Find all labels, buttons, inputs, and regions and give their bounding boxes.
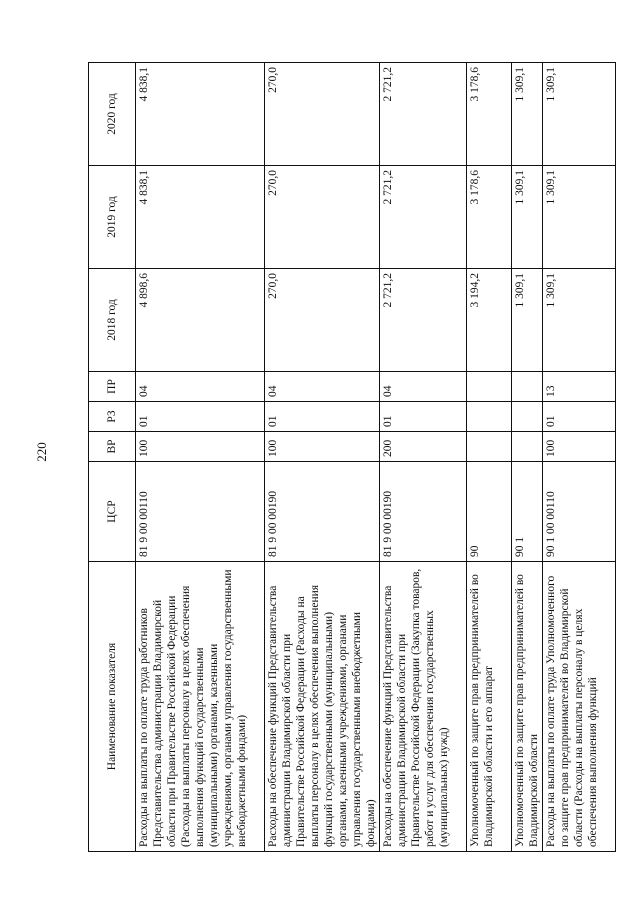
- cell-csr: 90 1 00 00110: [543, 462, 616, 562]
- header-2019: 2019 год: [89, 166, 136, 269]
- cell-csr: 81 9 00 00190: [380, 462, 467, 562]
- header-rz: РЗ: [89, 402, 136, 432]
- cell-pr: [467, 372, 512, 402]
- cell-2018: 1 309,1: [543, 269, 616, 372]
- cell-pr: 04: [380, 372, 467, 402]
- cell-name: Расходы на обеспечение функций Представительства администрации Владимирской области при Правительстве Российской Федерации (Закупка товаров, работ и услуг для обеспечения государственных (муниципальных) нужд): [380, 562, 467, 852]
- cell-pr: 04: [265, 372, 380, 402]
- header-pr: ПР: [89, 372, 136, 402]
- cell-rz: 01: [136, 402, 265, 432]
- cell-rz: 01: [543, 402, 616, 432]
- cell-vr: 100: [543, 432, 616, 462]
- cell-rz: [467, 402, 512, 432]
- cell-rz: 01: [265, 402, 380, 432]
- cell-csr: 90 1: [512, 462, 543, 562]
- cell-pr: 04: [136, 372, 265, 402]
- cell-name: Расходы на обеспечение функций Представительства администрации Владимирской области при Правительстве Российской Федерации (Расходы на выплаты персоналу в целях обеспечения выполнения функций государственными (муниципальными) органами, казенными учреждениями, органами управления государственными внебюджетными фондами): [265, 562, 380, 852]
- cell-2018: 3 194,2: [467, 269, 512, 372]
- cell-2020: 4 838,1: [136, 63, 265, 166]
- header-csr: ЦСР: [89, 462, 136, 562]
- cell-name: Уполномоченный по защите прав предпринимателей во Владимирской области и его аппарат: [467, 562, 512, 852]
- table-header-row: [89, 63, 136, 852]
- cell-name: Расходы на выплаты по оплате труда Уполномоченного по защите прав предпринимателей во Владимирской области (Расходы на выплаты персоналу в целях обеспечения выполнения функций: [543, 562, 616, 852]
- cell-name: Расходы на выплаты по оплате труда работников Представительства администрации Владимирской области при Правительстве Российской Федерации (Расходы на выплаты персоналу в целях обеспечения выполнения функций государственными (муниципальными) органами, казенными учреждениями, органами управления государственными внебюджетными фондами): [136, 562, 265, 852]
- header-2018: 2018 год: [89, 269, 136, 372]
- table-row: [136, 63, 265, 852]
- cell-vr: [467, 432, 512, 462]
- cell-csr: 81 9 00 00190: [265, 462, 380, 562]
- table-row: [380, 63, 467, 852]
- cell-2020: 3 178,6: [467, 63, 512, 166]
- cell-2019: 3 178,6: [467, 166, 512, 269]
- budget-table: [88, 62, 616, 852]
- cell-vr: 100: [136, 432, 265, 462]
- budget-table-rotated: [88, 62, 612, 852]
- table-row: [467, 63, 512, 852]
- cell-2020: 2 721,2: [380, 63, 467, 166]
- cell-csr: 90: [467, 462, 512, 562]
- cell-2018: 4 898,6: [136, 269, 265, 372]
- cell-pr: [512, 372, 543, 402]
- page-number: 220: [34, 442, 49, 462]
- cell-2019: 270,0: [265, 166, 380, 269]
- cell-rz: [512, 402, 543, 432]
- cell-vr: [512, 432, 543, 462]
- table-row: [543, 63, 616, 852]
- cell-2020: 1 309,1: [543, 63, 616, 166]
- cell-rz: 01: [380, 402, 467, 432]
- cell-2020: 270,0: [265, 63, 380, 166]
- cell-vr: 100: [265, 432, 380, 462]
- cell-2019: 1 309,1: [543, 166, 616, 269]
- table-row: [512, 63, 543, 852]
- cell-pr: 13: [543, 372, 616, 402]
- cell-2020: 1 309,1: [512, 63, 543, 166]
- cell-2018: 1 309,1: [512, 269, 543, 372]
- cell-csr: 81 9 00 00110: [136, 462, 265, 562]
- header-2020: 2020 год: [89, 63, 136, 166]
- header-vr: ВР: [89, 432, 136, 462]
- cell-name: Уполномоченный по защите прав предпринимателей во Владимирской области: [512, 562, 543, 852]
- cell-2019: 2 721,2: [380, 166, 467, 269]
- cell-2018: 2 721,2: [380, 269, 467, 372]
- header-name: Наименование показателя: [89, 562, 136, 852]
- cell-2018: 270,0: [265, 269, 380, 372]
- cell-2019: 1 309,1: [512, 166, 543, 269]
- cell-2019: 4 838,1: [136, 166, 265, 269]
- cell-vr: 200: [380, 432, 467, 462]
- table-row: [265, 63, 380, 852]
